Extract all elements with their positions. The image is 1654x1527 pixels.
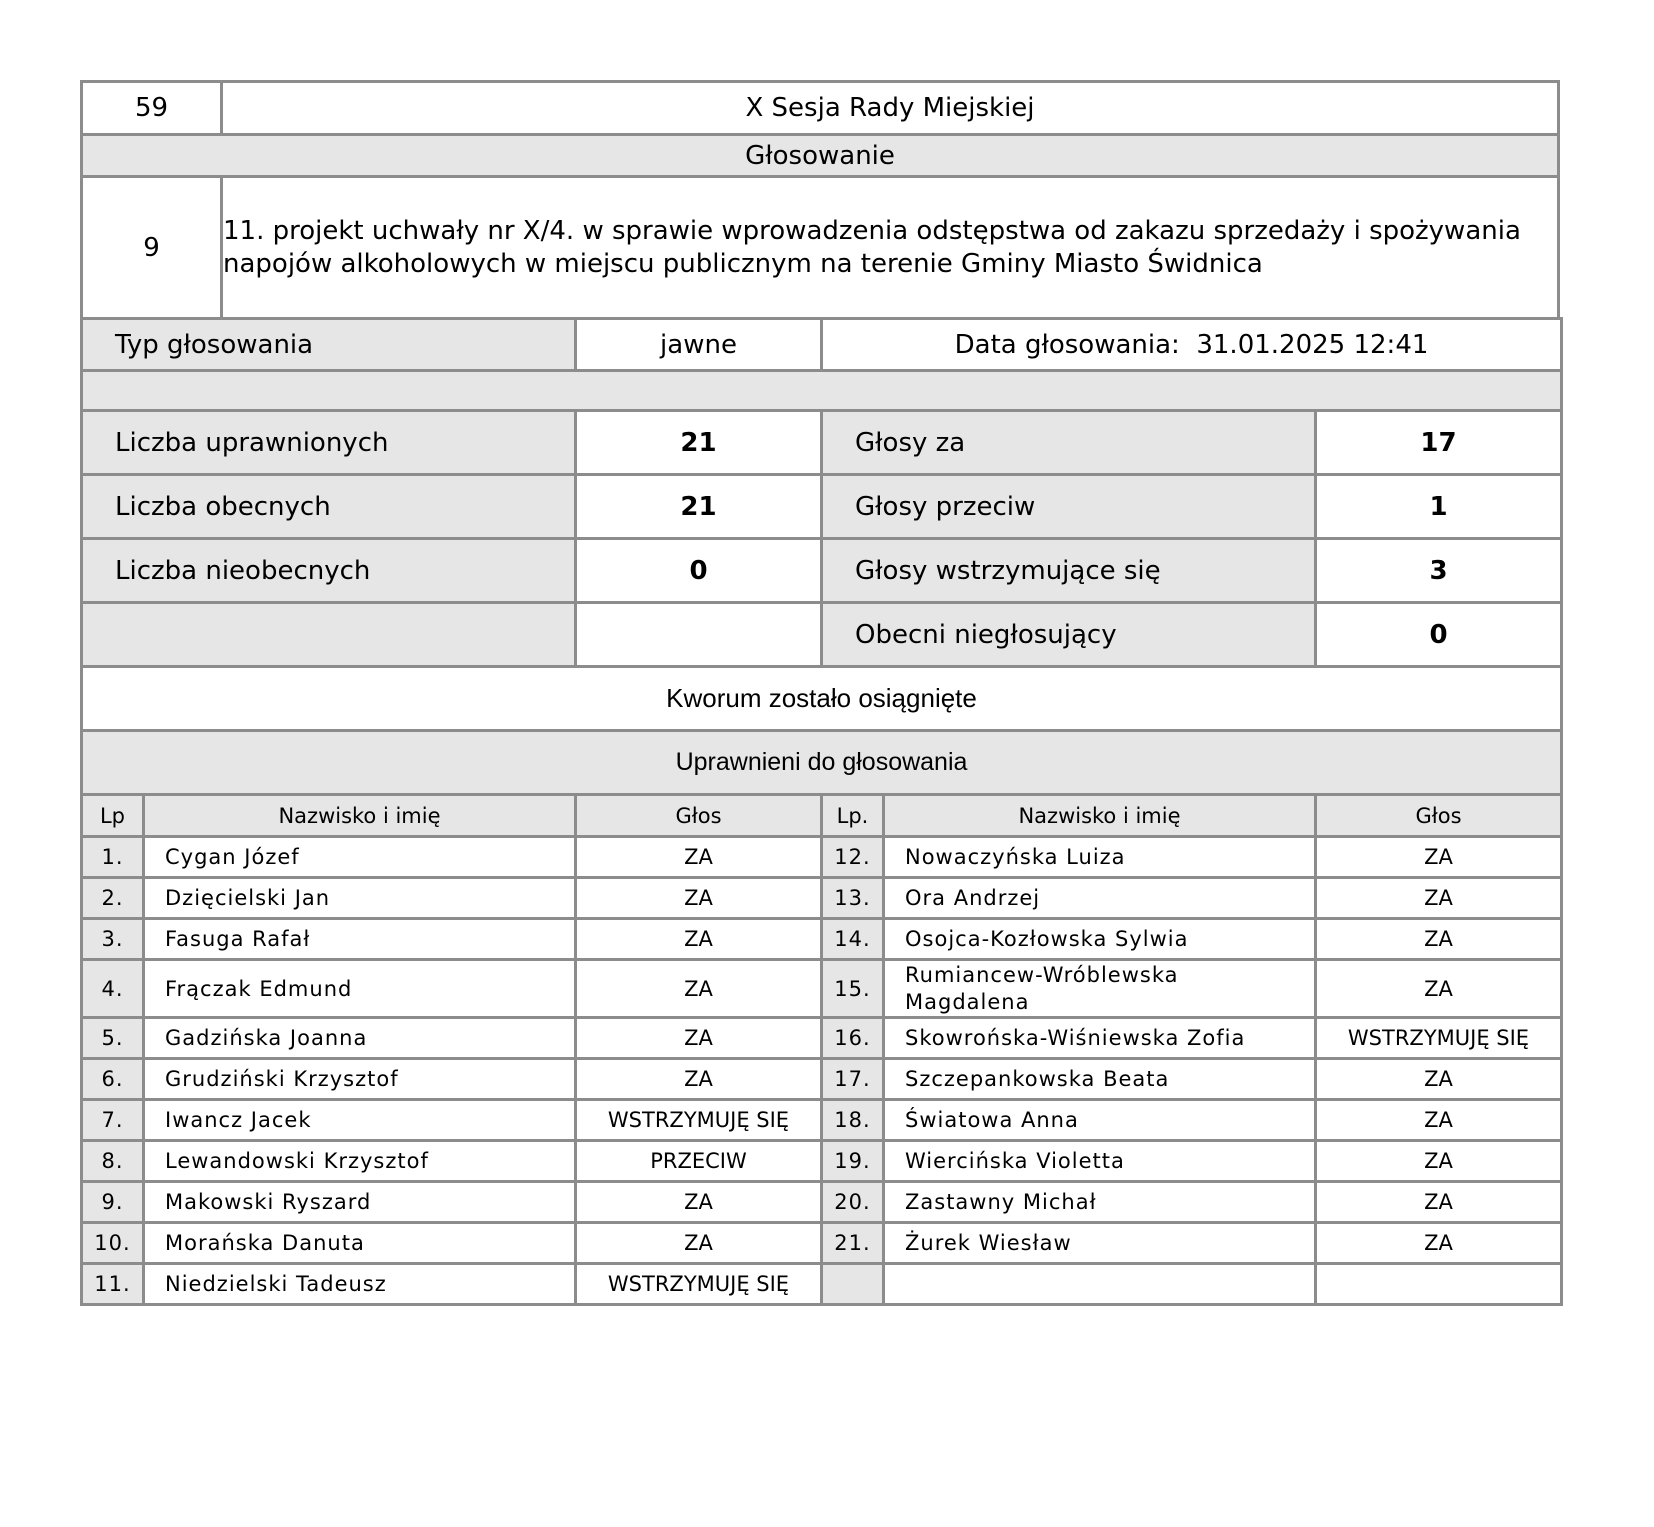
against-label: Głosy przeciw bbox=[822, 475, 1316, 539]
voter-vote: PRZECIW bbox=[576, 1141, 822, 1182]
column-header-lp: Lp. bbox=[822, 795, 884, 837]
absent-value: 0 bbox=[576, 539, 822, 603]
abstain-label: Głosy wstrzymujące się bbox=[822, 539, 1316, 603]
voter-name: Morańska Danuta bbox=[144, 1223, 576, 1264]
spacer-row bbox=[82, 371, 1562, 411]
voter-lp: 15. bbox=[822, 960, 884, 1018]
voter-name: Rumiancew-Wróblewska Magdalena bbox=[884, 960, 1316, 1018]
voter-vote: ZA bbox=[576, 1018, 822, 1059]
table-row bbox=[82, 878, 1562, 919]
voter-name: Niedzielski Tadeusz bbox=[144, 1264, 576, 1305]
voter-name: Zastawny Michał bbox=[884, 1182, 1316, 1223]
table-row bbox=[82, 1059, 1562, 1100]
header-table bbox=[80, 80, 1560, 320]
voter-name: Osojca-Kozłowska Sylwia bbox=[884, 919, 1316, 960]
empty-cell bbox=[576, 603, 822, 667]
column-header-vote: Głos bbox=[1316, 795, 1562, 837]
present-label: Liczba obecnych bbox=[82, 475, 576, 539]
voter-name: Iwancz Jacek bbox=[144, 1100, 576, 1141]
voter-lp: 6. bbox=[82, 1059, 144, 1100]
voter-name: Cygan Józef bbox=[144, 837, 576, 878]
voter-vote: ZA bbox=[1316, 919, 1562, 960]
empty-cell bbox=[1316, 1264, 1562, 1305]
vote-date-label: Data głosowania: bbox=[954, 329, 1180, 360]
voter-vote: ZA bbox=[576, 919, 822, 960]
item-subject: 11. projekt uchwały nr X/4. w sprawie wprowadzenia odstępstwa od zakazu sprzedaży i spożywania napojów alkoholowych w miejscu publicznym na terenie Gminy Miasto Świdnica bbox=[222, 177, 1559, 319]
voter-name: Skowrońska-Wiśniewska Zofia bbox=[884, 1018, 1316, 1059]
voter-lp: 5. bbox=[82, 1018, 144, 1059]
voter-vote: ZA bbox=[1316, 1182, 1562, 1223]
voter-vote: WSTRZYMUJĘ SIĘ bbox=[576, 1100, 822, 1141]
nonvoting-value: 0 bbox=[1316, 603, 1562, 667]
voter-vote: ZA bbox=[1316, 960, 1562, 1018]
voters-title: Uprawnieni do głosowania bbox=[82, 731, 1562, 795]
column-header-lp: Lp bbox=[82, 795, 144, 837]
voter-lp: 20. bbox=[822, 1182, 884, 1223]
table-row bbox=[82, 1141, 1562, 1182]
table-row bbox=[82, 1264, 1562, 1305]
table-row bbox=[82, 1182, 1562, 1223]
session-title: X Sesja Rady Miejskiej bbox=[222, 82, 1559, 135]
voter-name: Światowa Anna bbox=[884, 1100, 1316, 1141]
voter-lp: 18. bbox=[822, 1100, 884, 1141]
absent-label: Liczba nieobecnych bbox=[82, 539, 576, 603]
voter-name: Lewandowski Krzysztof bbox=[144, 1141, 576, 1182]
voter-name: Żurek Wiesław bbox=[884, 1223, 1316, 1264]
voter-vote: ZA bbox=[1316, 1141, 1562, 1182]
voter-vote: ZA bbox=[576, 878, 822, 919]
column-header-name: Nazwisko i imię bbox=[884, 795, 1316, 837]
voter-vote: ZA bbox=[1316, 837, 1562, 878]
voter-lp: 19. bbox=[822, 1141, 884, 1182]
voter-name: Nowaczyńska Luiza bbox=[884, 837, 1316, 878]
voter-lp: 3. bbox=[82, 919, 144, 960]
voter-name: Frączak Edmund bbox=[144, 960, 576, 1018]
voter-lp: 1. bbox=[82, 837, 144, 878]
voting-record-sheet bbox=[80, 80, 1560, 1306]
vote-type-value: jawne bbox=[576, 319, 822, 371]
voter-vote: ZA bbox=[1316, 1100, 1562, 1141]
voter-vote: ZA bbox=[1316, 1059, 1562, 1100]
voter-lp: 8. bbox=[82, 1141, 144, 1182]
voter-name: Makowski Ryszard bbox=[144, 1182, 576, 1223]
voter-name: Szczepankowska Beata bbox=[884, 1059, 1316, 1100]
section-title: Głosowanie bbox=[82, 135, 1559, 177]
table-row bbox=[82, 919, 1562, 960]
voter-lp: 12. bbox=[822, 837, 884, 878]
voter-lp: 9. bbox=[82, 1182, 144, 1223]
voter-lp: 10. bbox=[82, 1223, 144, 1264]
vote-date-value: 31.01.2025 12:41 bbox=[1196, 329, 1429, 360]
column-header-vote: Głos bbox=[576, 795, 822, 837]
voter-vote: ZA bbox=[576, 1223, 822, 1264]
for-label: Głosy za bbox=[822, 411, 1316, 475]
voter-name: Dzięcielski Jan bbox=[144, 878, 576, 919]
against-value: 1 bbox=[1316, 475, 1562, 539]
abstain-value: 3 bbox=[1316, 539, 1562, 603]
empty-cell bbox=[82, 603, 576, 667]
stats-table bbox=[80, 317, 1563, 796]
voter-vote: WSTRZYMUJĘ SIĘ bbox=[576, 1264, 822, 1305]
empty-cell bbox=[822, 1264, 884, 1305]
for-value: 17 bbox=[1316, 411, 1562, 475]
voter-lp: 7. bbox=[82, 1100, 144, 1141]
vote-type-label: Typ głosowania bbox=[82, 319, 576, 371]
voter-vote: WSTRZYMUJĘ SIĘ bbox=[1316, 1018, 1562, 1059]
voter-name: Wiercińska Violetta bbox=[884, 1141, 1316, 1182]
voter-vote: ZA bbox=[1316, 878, 1562, 919]
voter-lp: 14. bbox=[822, 919, 884, 960]
vote-date bbox=[822, 319, 1562, 371]
voter-vote: ZA bbox=[576, 1182, 822, 1223]
voter-lp: 17. bbox=[822, 1059, 884, 1100]
nonvoting-label: Obecni niegłosujący bbox=[822, 603, 1316, 667]
voter-name: Grudziński Krzysztof bbox=[144, 1059, 576, 1100]
item-number: 9 bbox=[82, 177, 222, 319]
voter-vote: ZA bbox=[576, 1059, 822, 1100]
voter-name: Ora Andrzej bbox=[884, 878, 1316, 919]
voter-name: Fasuga Rafał bbox=[144, 919, 576, 960]
eligible-label: Liczba uprawnionych bbox=[82, 411, 576, 475]
voters-table bbox=[80, 793, 1563, 1306]
voter-vote: ZA bbox=[1316, 1223, 1562, 1264]
voter-lp: 21. bbox=[822, 1223, 884, 1264]
voter-lp: 4. bbox=[82, 960, 144, 1018]
document-number: 59 bbox=[82, 82, 222, 135]
voter-lp: 2. bbox=[82, 878, 144, 919]
table-row bbox=[82, 960, 1562, 1018]
voter-lp: 11. bbox=[82, 1264, 144, 1305]
table-row bbox=[82, 1100, 1562, 1141]
voter-name: Gadzińska Joanna bbox=[144, 1018, 576, 1059]
voter-vote: ZA bbox=[576, 837, 822, 878]
table-row bbox=[82, 1018, 1562, 1059]
present-value: 21 bbox=[576, 475, 822, 539]
voter-vote: ZA bbox=[576, 960, 822, 1018]
table-row bbox=[82, 837, 1562, 878]
column-header-name: Nazwisko i imię bbox=[144, 795, 576, 837]
table-row bbox=[82, 1223, 1562, 1264]
voter-lp: 16. bbox=[822, 1018, 884, 1059]
voter-lp: 13. bbox=[822, 878, 884, 919]
empty-cell bbox=[884, 1264, 1316, 1305]
quorum-status: Kworum zostało osiągnięte bbox=[82, 667, 1562, 731]
eligible-value: 21 bbox=[576, 411, 822, 475]
